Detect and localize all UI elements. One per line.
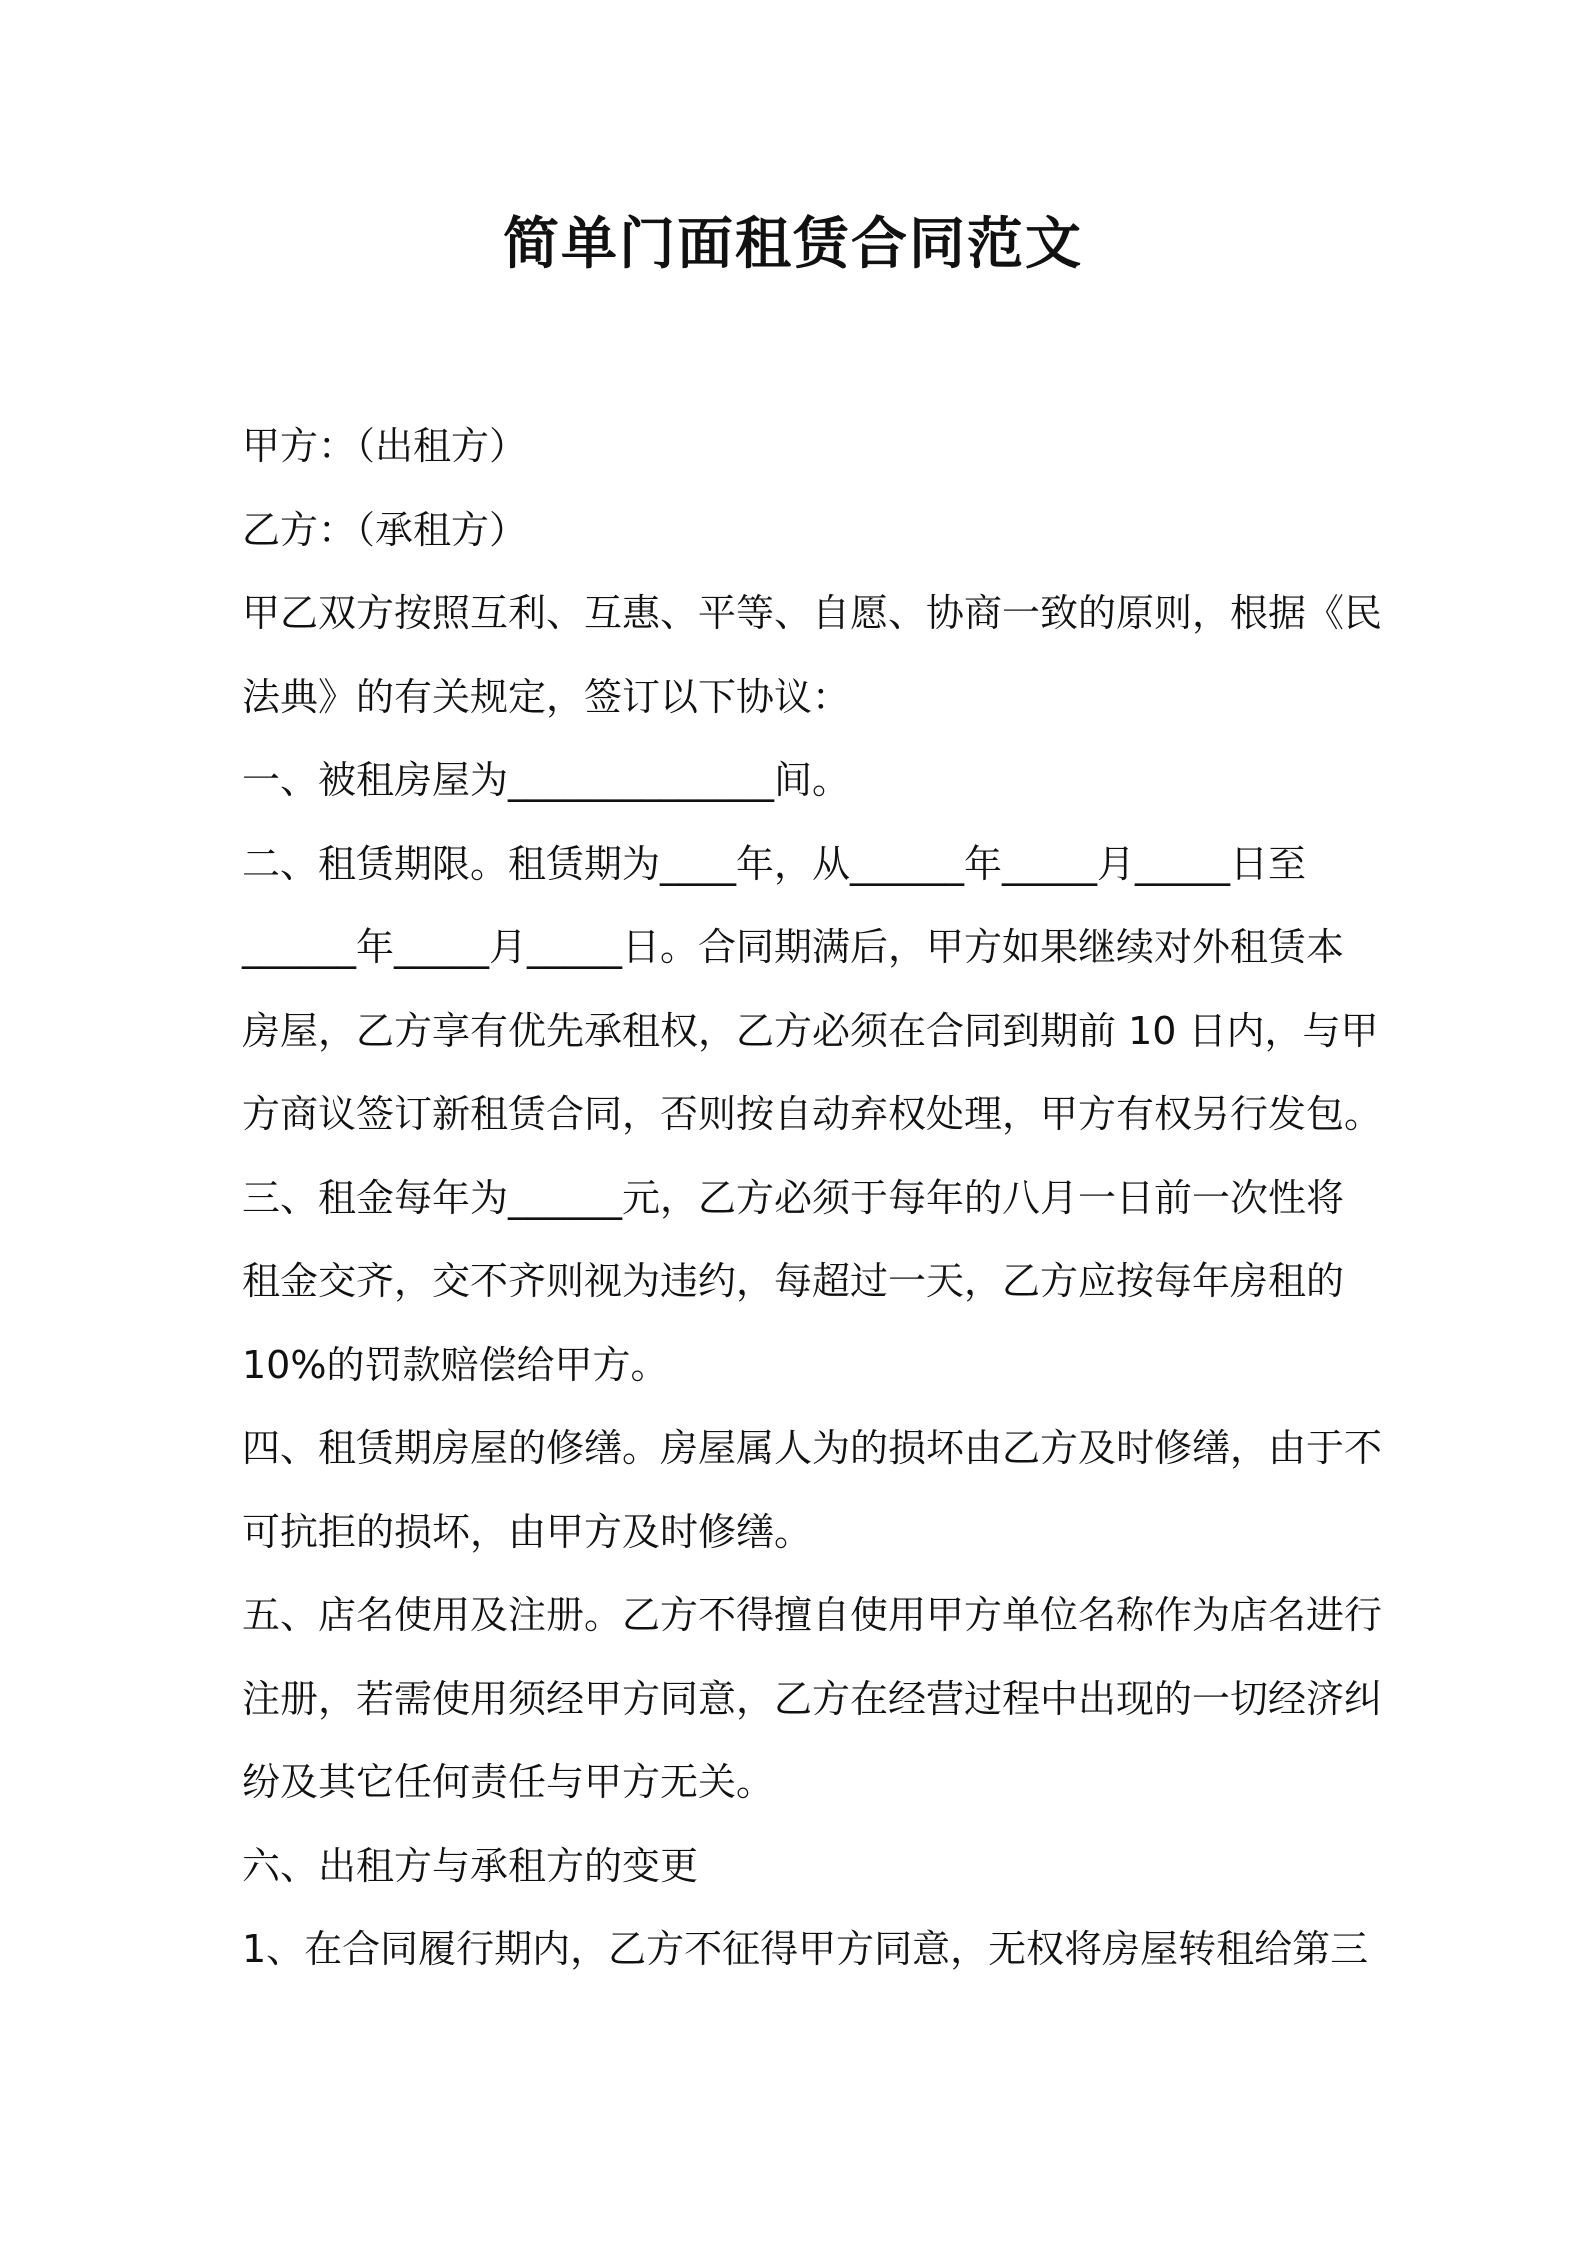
document-title: 简单门面租赁合同范文 <box>503 212 1083 277</box>
clause-3-line: 三、租金每年为______元，乙方必须于每年的八月一日前一次性将 <box>242 1175 1345 1220</box>
clause-2-line: 二、租赁期限。租赁期为____年，从______年_____月_____日至 <box>242 841 1307 886</box>
clause-2-line: 房屋，乙方享有优先承租权，乙方必须在合同到期前 10 日内，与甲 <box>242 1008 1379 1053</box>
clause-4-line: 四、租赁期房屋的修缮。房屋属人为的损坏由乙方及时修缮，由于不 <box>242 1426 1383 1470</box>
party-b-line: 乙方：（承租方） <box>242 507 528 552</box>
clause-2-line: 方商议签订新租赁合同，否则按自动弃权处理，甲方有权另行发包。 <box>242 1092 1383 1136</box>
clause-3-line: 租金交齐，交不齐则视为违约，每超过一天，乙方应按每年房租的 <box>242 1259 1345 1303</box>
clause-2-line: ______年_____月_____日。合同期满后，甲方如果继续对外租赁本 <box>242 925 1345 969</box>
clause-4-line: 可抗拒的损坏，由甲方及时修缮。 <box>242 1509 813 1554</box>
document-body <box>242 405 1383 1992</box>
clause-6-1-line: 1、在合同履行期内，乙方不征得甲方同意，无权将房屋转租给第三 <box>242 1927 1369 1971</box>
party-a-line: 甲方：（出租方） <box>242 424 528 468</box>
clause-6-heading: 六、出租方与承租方的变更 <box>242 1843 699 1888</box>
clause-1-line: 一、被租房屋为______________间。 <box>242 758 851 802</box>
clause-5-line: 纷及其它任何责任与甲方无关。 <box>242 1760 775 1804</box>
preamble-line: 甲乙双方按照互利、互惠、平等、自愿、协商一致的原则，根据《民 <box>242 591 1383 635</box>
clause-5-line: 注册，若需使用须经甲方同意，乙方在经营过程中出现的一切经济纠 <box>242 1676 1383 1721</box>
clause-3-line: 10%的罚款赔偿给甲方。 <box>242 1342 669 1387</box>
clause-5-line: 五、店名使用及注册。乙方不得擅自使用甲方单位名称作为店名进行 <box>242 1593 1383 1637</box>
preamble-line: 法典》的有关规定，签订以下协议： <box>242 674 851 719</box>
